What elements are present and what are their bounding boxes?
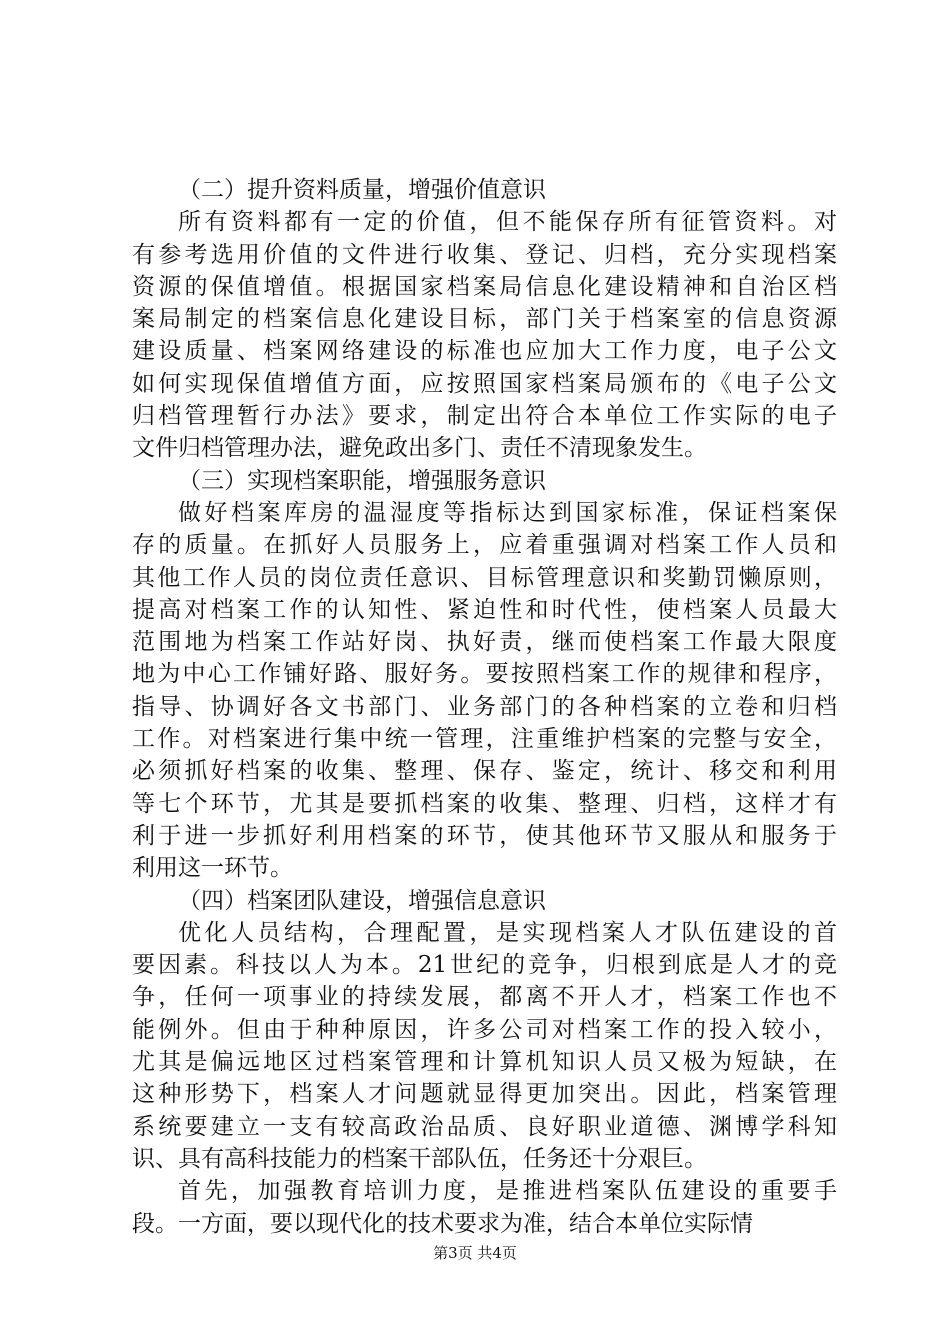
paragraph-line: 利于进一步抓好利用档案的环节，使其他环节又服从和服务于 bbox=[132, 822, 837, 849]
paragraph-line: 存的质量。在抓好人员服务上，应着重强调对档案工作人员和 bbox=[132, 532, 837, 559]
document-body bbox=[132, 174, 837, 1240]
paragraph-line: 段。一方面，要以现代化的技术要求为准，结合本单位实际情 bbox=[132, 1210, 753, 1237]
section-heading: （二）提升资料质量，增强价值意识 bbox=[178, 177, 546, 203]
paragraph-line: 系统要建立一支有较高政治品质、良好职业道德、渊博学科知 bbox=[132, 1113, 837, 1140]
paragraph-line: 地为中心工作铺好路、服好务。要按照档案工作的规律和程序， bbox=[132, 661, 837, 688]
paragraph-line: 工作。对档案进行集中统一管理，注重维护档案的完整与安全， bbox=[132, 726, 837, 753]
paragraph-line: 文件归档管理办法，避免政出多门、责任不清现象发生。 bbox=[132, 435, 707, 462]
paragraph-line: 资源的保值增值。根据国家档案局信息化建设精神和自治区档 bbox=[132, 273, 837, 300]
paragraph-line: 有参考选用价值的文件进行收集、登记、归档，充分实现档案 bbox=[132, 241, 837, 268]
paragraph-line: 尤其是偏远地区过档案管理和计算机知识人员又极为短缺，在 bbox=[132, 1049, 837, 1076]
paragraph-line: 首先，加强教育培训力度，是推进档案队伍建设的重要手 bbox=[178, 1178, 837, 1205]
paragraph-line: 提高对档案工作的认知性、紧迫性和时代性，使档案人员最大 bbox=[132, 596, 837, 623]
paragraph-line: 优化人员结构，合理配置，是实现档案人才队伍建设的首 bbox=[178, 919, 837, 946]
paragraph-line: 必须抓好档案的收集、整理、保存、鉴定，统计、移交和利用 bbox=[132, 758, 837, 785]
paragraph-line: 识、具有高科技能力的档案干部队伍，任务还十分艰巨。 bbox=[132, 1145, 707, 1172]
paragraph-line: 争，任何一项事业的持续发展，都离不开人才，档案工作也不 bbox=[132, 984, 837, 1011]
section-heading: （三）实现档案职能，增强服务意识 bbox=[178, 467, 546, 494]
page-footer: 第3页 共4页 bbox=[433, 1244, 517, 1262]
paragraph-line: 建设质量、档案网络建设的标准也应加大工作力度，电子公文 bbox=[132, 338, 837, 365]
paragraph-line: 能例外。但由于种种原因，许多公司对档案工作的投入较小， bbox=[132, 1016, 837, 1043]
paragraph-line: 所有资料都有一定的价值，但不能保存所有征管资料。对 bbox=[178, 209, 837, 236]
paragraph-line: 范围地为档案工作站好岗、执好责，继而使档案工作最大限度 bbox=[132, 629, 837, 656]
paragraph-line: 要因素。科技以人为本。21世纪的竞争，归根到底是人才的竞 bbox=[132, 952, 837, 979]
paragraph-line: 这种形势下，档案人才问题就显得更加突出。因此，档案管理 bbox=[132, 1081, 837, 1108]
paragraph-line: 其他工作人员的岗位责任意识、目标管理意识和奖勤罚懒原则， bbox=[132, 564, 837, 591]
paragraph-line: 如何实现保值增值方面，应按照国家档案局颁布的《电子公文 bbox=[132, 370, 837, 397]
paragraph-line: 做好档案库房的温湿度等指标达到国家标准，保证档案保 bbox=[178, 499, 837, 526]
paragraph-line: 利用这一环节。 bbox=[132, 855, 293, 882]
paragraph-line: 等七个环节，尤其是要抓档案的收集、整理、归档，这样才有 bbox=[132, 790, 837, 817]
section-heading: （四）档案团队建设，增强信息意识 bbox=[178, 887, 546, 914]
paragraph-line: 案局制定的档案信息化建设目标，部门关于档案室的信息资源 bbox=[132, 306, 837, 333]
paragraph-line: 指导、协调好各文书部门、业务部门的各种档案的立卷和归档 bbox=[132, 693, 837, 720]
paragraph-line: 归档管理暂行办法》要求，制定出符合本单位工作实际的电子 bbox=[132, 403, 837, 430]
